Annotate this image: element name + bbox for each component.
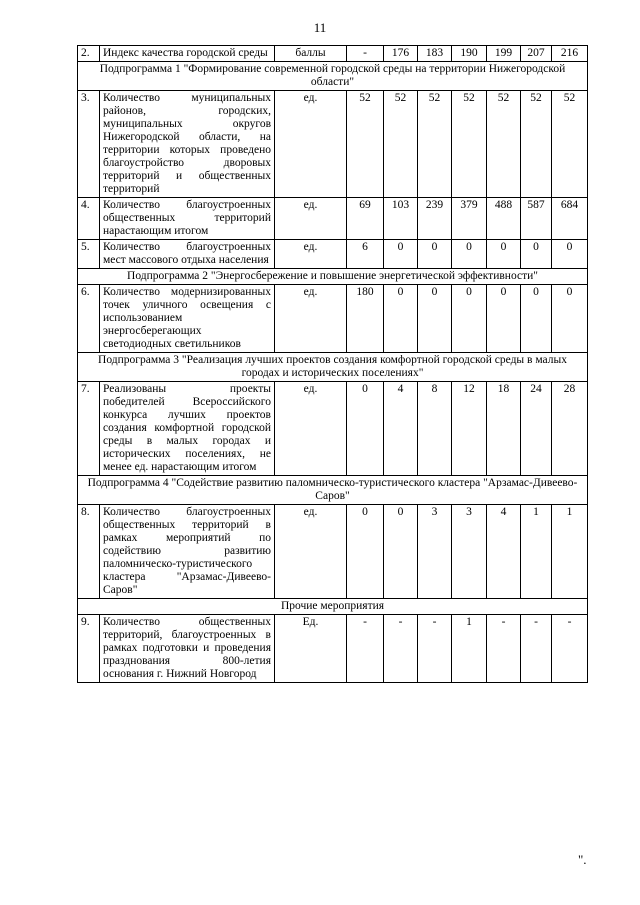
value-cell: - [521, 615, 552, 683]
table-row [78, 46, 588, 62]
table-row [78, 615, 588, 683]
value-cell: 4 [487, 505, 521, 599]
value-cell: 190 [452, 46, 487, 62]
row-number: 3. [78, 91, 100, 198]
section-row [78, 599, 588, 615]
section-row [78, 353, 588, 382]
value-cell: 52 [487, 91, 521, 198]
section-row [78, 269, 588, 285]
table-body [78, 46, 588, 683]
table-row [78, 505, 588, 599]
value-cell: 488 [487, 198, 521, 240]
value-cell: - [418, 615, 452, 683]
value-cell: - [487, 615, 521, 683]
section-title: Подпрограмма 2 "Энергосбережение и повышение энергетической эффективности" [78, 269, 588, 285]
unit-cell: Ед. [275, 615, 347, 683]
value-cell: 0 [552, 285, 588, 353]
value-cell: 4 [384, 382, 418, 476]
row-number: 2. [78, 46, 100, 62]
value-cell: 52 [452, 91, 487, 198]
row-number: 9. [78, 615, 100, 683]
value-cell: 0 [418, 240, 452, 269]
value-cell: 0 [452, 240, 487, 269]
closing-quote: ". [578, 852, 587, 867]
table-row [78, 240, 588, 269]
value-cell: 0 [487, 240, 521, 269]
value-cell: 0 [347, 505, 384, 599]
value-cell: 0 [347, 382, 384, 476]
value-cell: 183 [418, 46, 452, 62]
value-cell: 239 [418, 198, 452, 240]
row-number: 7. [78, 382, 100, 476]
indicator-name: Индекс качества городской среды [100, 46, 275, 62]
value-cell: 8 [418, 382, 452, 476]
section-title: Прочие мероприятия [78, 599, 588, 615]
value-cell: 216 [552, 46, 588, 62]
unit-cell: ед. [275, 240, 347, 269]
value-cell: 3 [418, 505, 452, 599]
unit-cell: ед. [275, 198, 347, 240]
indicator-name: Количество благоустроенных мест массового отдыха населения [100, 240, 275, 269]
unit-cell: ед. [275, 505, 347, 599]
row-number: 6. [78, 285, 100, 353]
value-cell: 0 [521, 240, 552, 269]
value-cell: 52 [521, 91, 552, 198]
indicator-name: Количество общественных территорий, благоустроенных в рамках подготовки и проведения празднования 800-летия основания г. Нижний Новгород [100, 615, 275, 683]
value-cell: 52 [384, 91, 418, 198]
indicator-name: Количество благоустроенных общественных территорий нарастающим итогом [100, 198, 275, 240]
value-cell: 0 [521, 285, 552, 353]
indicator-name: Количество благоустроенных общественных территорий в рамках мероприятий по содействию развитию паломническо-туристического кластера "Арзамас-Дивеево-Саров" [100, 505, 275, 599]
value-cell: 6 [347, 240, 384, 269]
value-cell: 1 [552, 505, 588, 599]
value-cell: 379 [452, 198, 487, 240]
value-cell: 52 [347, 91, 384, 198]
value-cell: 199 [487, 46, 521, 62]
indicator-name: Количество модернизированных точек уличного освещения с использованием энергосберегающих светодиодных светильников [100, 285, 275, 353]
value-cell: 52 [418, 91, 452, 198]
value-cell: 52 [552, 91, 588, 198]
table-row [78, 198, 588, 240]
section-row [78, 62, 588, 91]
row-number: 4. [78, 198, 100, 240]
value-cell: 103 [384, 198, 418, 240]
page-number: 11 [313, 20, 327, 35]
section-title: Подпрограмма 1 "Формирование современной городской среды на территории Нижегородской области" [78, 62, 588, 91]
value-cell: 1 [452, 615, 487, 683]
value-cell: 0 [552, 240, 588, 269]
table-row [78, 91, 588, 198]
value-cell: 587 [521, 198, 552, 240]
value-cell: 0 [384, 240, 418, 269]
value-cell: 0 [487, 285, 521, 353]
unit-cell: ед. [275, 382, 347, 476]
value-cell: 24 [521, 382, 552, 476]
indicator-name: Реализованы проекты победителей Всероссийского конкурса лучших проектов создания комфортной городской среды в малых городах и исторических поселениях, не менее ед. нарастающим итогом [100, 382, 275, 476]
section-row [78, 476, 588, 505]
value-cell: 0 [384, 285, 418, 353]
value-cell: 0 [452, 285, 487, 353]
value-cell: 28 [552, 382, 588, 476]
table-row [78, 285, 588, 353]
indicator-name: Количество муниципальных районов, городских, муниципальных округов Нижегородской области, на территории которых проведено благоустройство дворовых территорий и общественных территорий [100, 91, 275, 198]
value-cell: 180 [347, 285, 384, 353]
row-number: 5. [78, 240, 100, 269]
value-cell: - [347, 615, 384, 683]
value-cell: 1 [521, 505, 552, 599]
table-row [78, 382, 588, 476]
value-cell: 207 [521, 46, 552, 62]
value-cell: 0 [384, 505, 418, 599]
value-cell: - [552, 615, 588, 683]
value-cell: 176 [384, 46, 418, 62]
unit-cell: ед. [275, 285, 347, 353]
value-cell: 12 [452, 382, 487, 476]
value-cell: 684 [552, 198, 588, 240]
value-cell: 0 [418, 285, 452, 353]
value-cell: 18 [487, 382, 521, 476]
value-cell: - [384, 615, 418, 683]
row-number: 8. [78, 505, 100, 599]
unit-cell: баллы [275, 46, 347, 62]
value-cell: - [347, 46, 384, 62]
value-cell: 3 [452, 505, 487, 599]
section-title: Подпрограмма 4 "Содействие развитию паломническо-туристического кластера "Арзамас-Дивеево-Саров" [78, 476, 588, 505]
unit-cell: ед. [275, 91, 347, 198]
section-title: Подпрограмма 3 "Реализация лучших проектов создания комфортной городской среды в малых городах и исторических поселениях" [78, 353, 588, 382]
value-cell: 69 [347, 198, 384, 240]
indicators-table [77, 45, 588, 683]
